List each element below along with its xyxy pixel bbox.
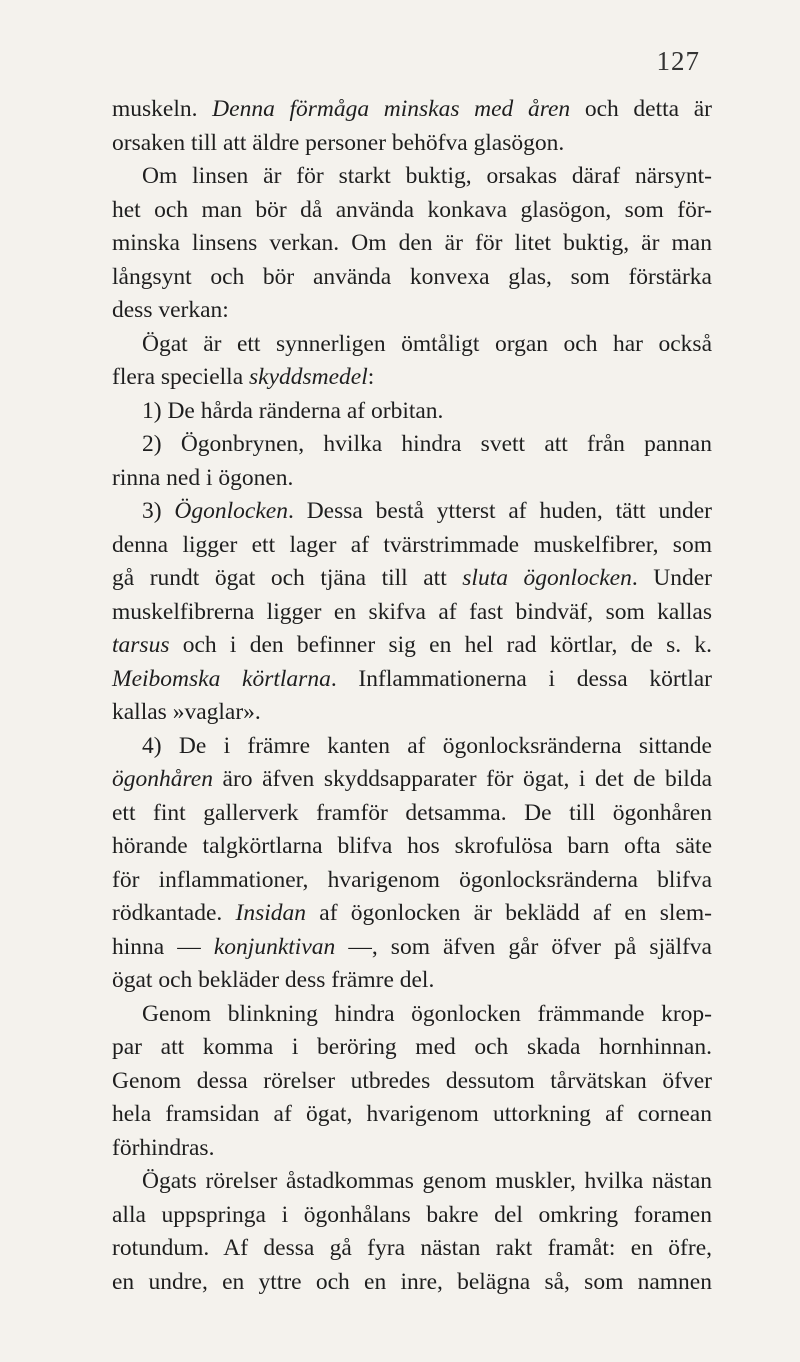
text-run: Om linsen är för starkt buktig, orsakas däraf närsynt-: [142, 163, 712, 189]
text-run: förhindras.: [112, 1134, 215, 1161]
text-run: en undre, en yttre och en inre, belägna så, som namnen: [112, 1268, 712, 1295]
text-line: [112, 294, 712, 328]
text-line: [112, 663, 712, 697]
italic-text: tarsus: [112, 632, 170, 658]
text-line: [112, 1199, 712, 1233]
body-text: [112, 93, 712, 1299]
text-run: rotundum. Af dessa gå fyra nästan rakt framåt: en öfre,: [112, 1235, 712, 1261]
text-line: [112, 1165, 712, 1199]
text-line: [112, 127, 712, 161]
text-run: 1) De hårda ränderna af orbitan.: [142, 397, 444, 424]
text-line: [112, 1098, 712, 1132]
text-run: . Inflammationerna i dessa körtlar: [330, 665, 712, 692]
text-line: [112, 1232, 712, 1266]
text-line: [112, 328, 712, 362]
italic-text: Ögonlocken: [174, 498, 288, 524]
text-run: alla uppspringa i ögonhålans bakre del omkring foramen: [112, 1201, 712, 1228]
text-line: [112, 964, 712, 998]
text-line: [112, 797, 712, 831]
text-line: [112, 361, 712, 395]
text-line: [112, 730, 712, 764]
text-line: [112, 696, 712, 730]
text-run: orsaken till att äldre personer behöfva glasögon.: [112, 129, 565, 156]
text-run: . Dessa bestå ytterst af huden, tätt under: [287, 498, 712, 524]
text-line: [112, 1132, 712, 1166]
text-line: [112, 395, 712, 429]
text-run: Genom blinkning hindra ögonlocken främmande krop-: [142, 1000, 712, 1027]
text-run: par att komma i beröring med och skada hornhinnan.: [112, 1034, 712, 1060]
text-line: [112, 596, 712, 630]
text-line: [112, 1031, 712, 1065]
text-run: hörande talgkörtlarna blifva hos skrofulösa barn ofta säte: [112, 833, 712, 859]
text-line: [112, 562, 712, 596]
text-line: [112, 931, 712, 965]
text-run: Ögats rörelser åstadkommas genom muskler, hvilka nästan: [142, 1168, 712, 1194]
page-number: 127: [656, 46, 700, 76]
text-run: för inflammationer, hvarigenom ögonlocksränderna blifva: [112, 866, 712, 893]
text-run: hela framsidan af ögat, hvarigenom uttorkning af cornean: [112, 1101, 712, 1127]
text-line: [112, 1266, 712, 1300]
text-run: Ögat är ett synnerligen ömtåligt organ och har också: [142, 330, 712, 357]
text-line: [112, 261, 712, 295]
italic-text: Denna förmåga minskas med åren: [212, 96, 571, 122]
italic-text: skyddsmedel: [249, 364, 368, 390]
text-run: flera speciella: [112, 364, 249, 390]
italic-text: Meibomska körtlarna: [112, 665, 331, 692]
text-run: het och man bör då använda konkava glasögon, som för-: [112, 196, 712, 223]
text-line: [112, 1065, 712, 1099]
italic-text: Insidan: [235, 900, 307, 926]
text-run: gå rundt ögat och tjäna till att: [112, 565, 463, 591]
text-run: muskelfibrerna ligger en skifva af fast bindväf, som kallas: [112, 598, 712, 625]
text-run: dess verkan:: [112, 297, 229, 323]
text-run: 2) Ögonbrynen, hvilka hindra svett att från pannan: [142, 431, 712, 457]
text-line: [112, 428, 712, 462]
text-run: rödkantade.: [112, 900, 236, 926]
text-run: rinna ned i ögonen.: [112, 464, 294, 491]
text-run: och i den befinner sig en hel rad körtlar, de s. k.: [169, 632, 712, 658]
text-run: af ögonlocken är beklädd af en slem-: [306, 900, 712, 926]
text-line: [112, 830, 712, 864]
text-line: [112, 160, 712, 194]
text-run: kallas »vaglar».: [112, 699, 261, 725]
italic-text: sluta ögonlocken: [462, 565, 632, 591]
text-run: denna ligger ett lager af tvärstrimmade muskelfibrer, som: [112, 531, 712, 558]
text-line: [112, 462, 712, 496]
text-run: muskeln.: [112, 96, 213, 122]
text-line: [112, 227, 712, 261]
text-run: :: [367, 364, 375, 390]
text-line: [112, 629, 712, 663]
italic-text: ögonhåren: [112, 766, 213, 792]
text-run: 4) De i främre kanten af ögonlocksränderna sittande: [142, 732, 712, 759]
text-line: [112, 529, 712, 563]
italic-text: konjunktivan: [213, 933, 336, 960]
text-run: 3): [142, 498, 175, 524]
text-run: och detta är: [570, 96, 712, 122]
text-line: [112, 93, 712, 127]
text-run: ögat och bekläder dess främre del.: [112, 967, 435, 993]
text-run: —, som äfven går öfver på själfva: [335, 933, 712, 960]
text-run: äro äfven skyddsapparater för ögat, i det de bilda: [212, 766, 712, 792]
text-line: [112, 763, 712, 797]
text-run: Genom dessa rörelser utbredes dessutom tårvätskan öfver: [112, 1067, 712, 1094]
text-run: hinna —: [112, 933, 214, 960]
text-run: ett fint gallerverk framför detsamma. De till ögonhåren: [112, 799, 712, 826]
text-line: [112, 495, 712, 529]
text-line: [112, 194, 712, 228]
text-line: [112, 864, 712, 898]
text-run: . Under: [631, 565, 712, 591]
text-run: minska linsens verkan. Om den är för litet buktig, är man: [112, 230, 712, 256]
text-run: långsynt och bör använda konvexa glas, som förstärka: [112, 263, 712, 290]
text-line: [112, 998, 712, 1032]
text-line: [112, 897, 712, 931]
